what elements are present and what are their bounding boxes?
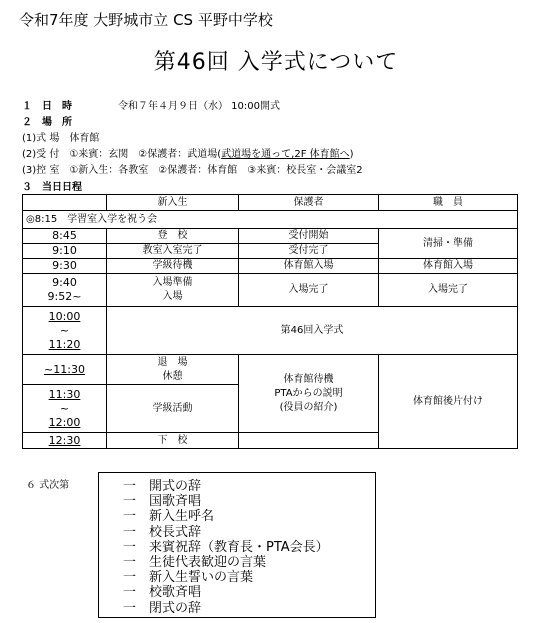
ceremony-label: ６ 式次第	[26, 480, 70, 491]
parents-cell	[239, 433, 379, 449]
staff-cell: 体育館後片付け	[379, 355, 518, 449]
parents-cell: 受付完了	[239, 244, 379, 259]
table-row	[23, 355, 518, 385]
place-hall: (1)式 場 体育館	[22, 133, 100, 144]
program-item: 一 校長式辞	[123, 524, 202, 540]
table-row	[23, 229, 518, 244]
reception-route: 武道場を通って,2F 体育館へ	[221, 149, 350, 160]
table-row	[23, 211, 518, 229]
place-reception: (2)受 付 ①来賓：玄関 ②保護者：武道場(武道場を通って,2F 体育館へ)	[22, 149, 354, 160]
program-item: 一 国歌斉唱	[123, 494, 202, 510]
time-cell: 8:45	[23, 229, 107, 244]
table-row	[23, 274, 518, 307]
ceremony-program-box	[98, 472, 376, 618]
time-cell: 11:30 ~ 12:00	[23, 385, 107, 433]
datetime-value: 令和７年４月９日（水） 10:00開式	[118, 101, 280, 112]
section-place-label: ２ 場 所	[22, 117, 72, 128]
header-time	[23, 195, 107, 211]
section-datetime-label: １ 日 時	[22, 101, 72, 112]
time-cell: 9:40 9:52~	[23, 274, 107, 307]
program-item: 一 開式の辞	[123, 479, 202, 494]
header-staff: 職 員	[379, 195, 518, 211]
time-cell: 9:10	[23, 244, 107, 259]
parents-cell: 体育館待機 PTAからの説明 (役員の紹介)	[239, 355, 379, 433]
students-cell: 学級待機	[107, 259, 239, 274]
program-item: 一 閉式の辞	[123, 600, 202, 616]
ceremony-event-cell: 第46回入学式	[107, 307, 518, 355]
students-cell: 入場準備 入場	[107, 274, 239, 307]
staff-cell: 体育館入場	[379, 259, 518, 274]
program-item: 一 新入生呼名	[123, 509, 215, 525]
header-students: 新入生	[107, 195, 239, 211]
parents-cell: 体育館入場	[239, 259, 379, 274]
staff-cell: 入場完了	[379, 274, 518, 307]
students-cell: 退 場 休憩	[107, 355, 239, 385]
program-item: 一 校歌斉唱	[123, 585, 202, 601]
parents-cell: 入場完了	[239, 274, 379, 307]
parents-cell: 受付開始	[239, 229, 379, 244]
time-cell: 10:00 ~ 11:20	[23, 307, 107, 355]
banner-event: ◎8:15 学習室入学を祝う会	[23, 211, 518, 229]
program-item: 一 来賓祝辞（教育長・PTA会長）	[123, 539, 329, 555]
program-item: 一 新入生誓いの言葉	[123, 570, 254, 586]
table-row	[23, 307, 518, 355]
students-cell: 学級活動	[107, 385, 239, 433]
students-cell: 登 校	[107, 229, 239, 244]
time-cell: ~11:30	[23, 355, 107, 385]
page-title: 第46回 入学式について	[153, 50, 399, 75]
header-parents: 保護者	[239, 195, 379, 211]
schedule-table	[22, 194, 518, 449]
students-cell: 下 校	[107, 433, 239, 449]
section-schedule-label: ３ 当日日程	[22, 182, 82, 193]
students-cell: 教室入室完了	[107, 244, 239, 259]
time-cell: 12:30	[23, 433, 107, 449]
time-cell: 9:30	[23, 259, 107, 274]
program-item: 一 生徒代表歓迎の言葉	[123, 555, 267, 571]
table-row	[23, 259, 518, 274]
table-header-row	[23, 195, 518, 211]
place-waiting: (3)控 室 ①新入生：各教室 ②保護者：体育館 ③来賓：校長室・会議室2	[22, 165, 363, 176]
school-name: 令和7年度 大野城市立 CS 平野中学校	[19, 11, 273, 29]
staff-cell: 清掃・準備	[379, 229, 518, 259]
